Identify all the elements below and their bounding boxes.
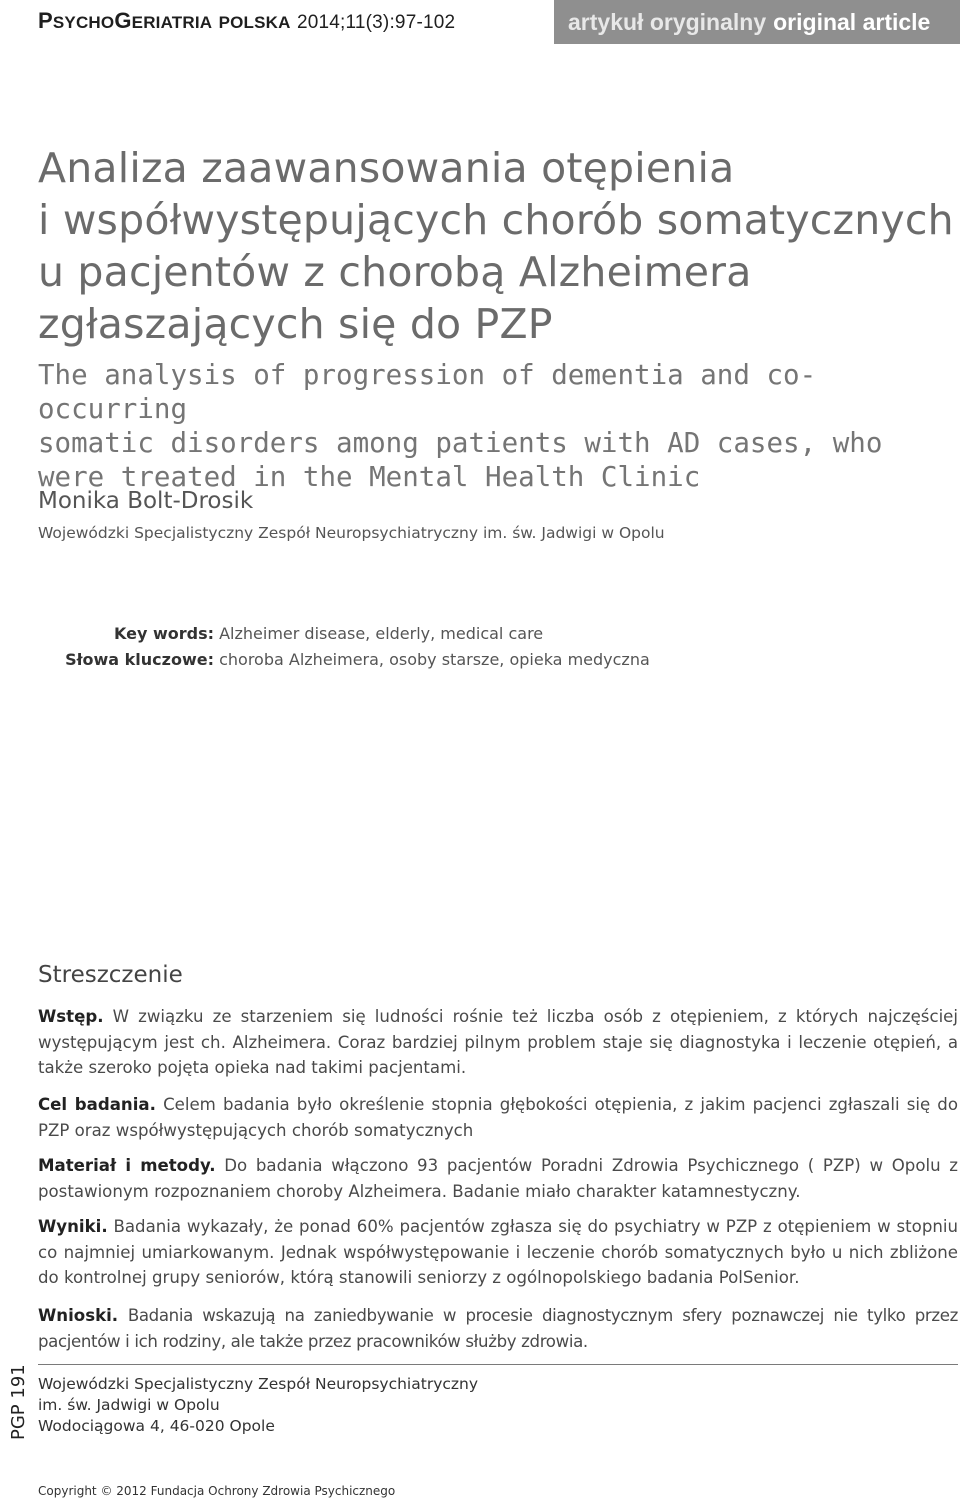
correspondence-address: Wojewódzki Specjalistyczny Zespół Neuropsychiatryczny im. św. Jadwigi w Opolu Wodociągowa 4, 46-020 Opole xyxy=(38,1375,479,1435)
title-english: The analysis of progression of dementia and co-occurring somatic disorders among patients with AD cases, who were treated in the Mental Health Clinic xyxy=(38,359,883,493)
keywords-english-label: Key words: xyxy=(113,624,214,643)
keywords-polish-label: Słowa kluczowe: xyxy=(65,650,214,669)
abstract-methods: Materiał i metody. Do badania włączono 93 pacjentów Poradni Zdrowia Psychicznego ( PZP) w Opolu z postawionym rozpoznaniem choroby Alzheimera. Badanie miało charakter katamnestyczny. xyxy=(38,1156,959,1201)
keywords-english-value: Alzheimer disease, elderly, medical care xyxy=(219,624,544,643)
journal-reference: 2014;11(3):97-102 xyxy=(296,12,456,33)
abstract-results: Wyniki. Badania wykazały, że ponad 60% pacjentów zgłasza się do psychiatry w PZP z otępieniem w stopniu co najmniej umiarkowanym. Jednak współwystępowanie i leczenie chorób somatycznych było u nich zbliżone do kontrolnej grupy seniorów, którą stanowili seniorzy z ogólnopolskiego badania PolSenior. xyxy=(38,1217,959,1287)
article-type-pl: artykuł oryginalny xyxy=(568,8,767,35)
copyright-notice: Copyright © 2012 Fundacja Ochrony Zdrowia Psychicznego xyxy=(38,1484,396,1498)
title-polish: Analiza zaawansowania otępienia i współwystępujących chorób somatycznych u pacjentów z chorobą Alzheimera zgłaszających się do PZP xyxy=(38,144,954,348)
keywords-english xyxy=(38,624,543,643)
article-type-badge xyxy=(554,0,960,44)
journal-citation: PSYCHOGERIATRIA POLSKA 2014;11(3):97-102 xyxy=(38,8,456,33)
article-type-en: original article xyxy=(773,8,931,35)
footer-divider xyxy=(38,1364,958,1365)
page-number: PGP 191 xyxy=(8,1364,29,1440)
keywords-polish xyxy=(38,650,650,669)
abstract-conclusions: Wnioski. Badania wskazują na zaniedbywanie w procesie diagnostycznym sfery poznawczej nie tylko przez pacjentów i ich rodziny, ale także przez pracowników służby zdrowia. xyxy=(38,1306,958,1351)
keywords-polish-value: choroba Alzheimera, osoby starsze, opieka medyczna xyxy=(219,650,650,669)
abstract-aim: Cel badania. Celem badania było określenie stopnia głębokości otępienia, z jakim pacjenci zgłaszali się do PZP oraz współwystępujących chorób somatycznych xyxy=(38,1095,958,1140)
author-affiliation: Wojewódzki Specjalistyczny Zespół Neuropsychiatryczny im. św. Jadwigi w Opolu xyxy=(38,524,665,542)
abstract-heading: Streszczenie xyxy=(38,962,183,988)
abstract-introduction: Wstęp. W związku ze starzeniem się ludności rośnie też liczba osób z otępieniem, z których najczęściej występującym jest ch. Alzheimera. Coraz bardziej pilnym problem staje się diagnostyka i leczenie otępień, a także szeroko pojęta opieka nad takimi pacjentami. xyxy=(38,1007,958,1077)
author-name: Monika Bolt-Drosik xyxy=(38,488,254,514)
